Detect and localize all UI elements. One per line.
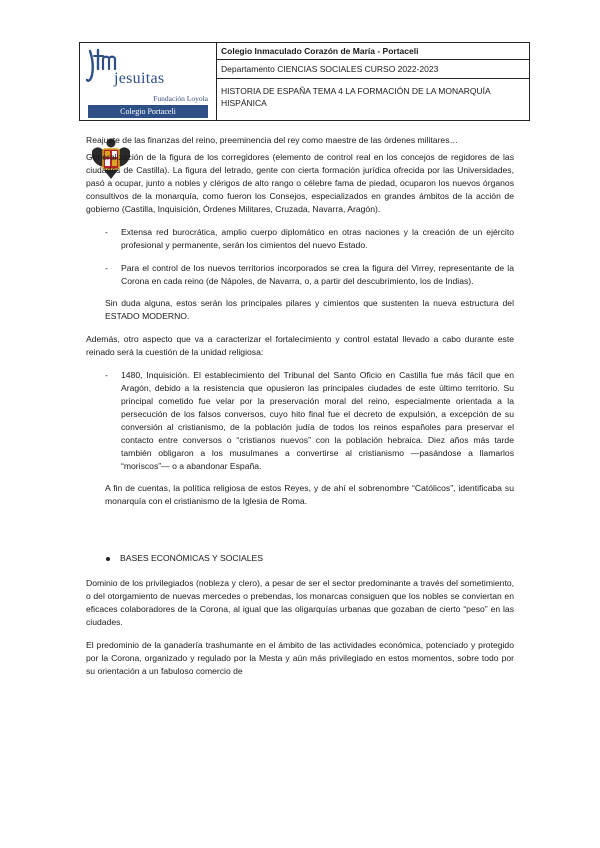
list-item-text: Extensa red burocrática, amplio cuerpo diplomático en otras naciones y la creación de un ejército profesional y permanente, serán los cimientos del nuevo Estado.: [121, 227, 514, 250]
list-item-text: Para el control de los nuevos territorios incorporados se crea la figura del Virrey, representante de la Corona en cada reino (de Nápoles, de Navarra, o, a partir del descubrimiento, los de Indias).: [121, 263, 514, 286]
paragraph-ademas: Además, otro aspecto que va a caracterizar el fortalecimiento y control estatal llevado a cabo durante este reinado será la cuestión de la unidad religiosa:: [86, 334, 514, 357]
paragraph-ganaderia: El predominio de la ganadería trashumante en el ámbito de las actividades económica, potenciado y protegido por la Corona, organizado y regulado por la Mesta y aún más privilegiado en estos momentos, sobre todo por su orientación a un fabuloso comercio de: [86, 640, 514, 676]
list-item-inquisicion: [86, 369, 514, 473]
document-header: [79, 42, 530, 121]
department-line: Departamento CIENCIAS SOCIALES CURSO 2022-2023: [217, 60, 529, 79]
school-name: Colegio Inmaculado Corazón de María - Portaceli: [217, 43, 529, 60]
document-body: [86, 134, 514, 678]
bullet-icon: [106, 557, 110, 561]
list-item-text: 1480, Inquisición. El establecimiento del Tribunal del Santo Oficio en Castilla fue más fácil que en Aragón, debido a la resistencia que opusieron las principales ciudades de este último territorio. Su principal cometido fue velar por la preservación moral del reino, especialmente orientada a la persecución de los falsos conversos, cuyo hito final fue el decreto de expulsión, a excepción de su conversión al cristianismo, de la población judía de todos los reinos españoles para preservar el contacto entre conversos o “cristianos nuevos” con la población hebraica. Diez años más tarde también obligaron a los musulmanes a convertirse al cristianismo —pasándose a llamarlos “moriscos”— o a abandonar España.: [121, 370, 514, 471]
list-item-virrey: [86, 262, 514, 288]
paragraph-sin-duda: Sin duda alguna, estos serán los principales pilares y cimientos que sustenten la nueva estructura del ESTADO MODERNO.: [105, 298, 514, 321]
dash-marker: -: [105, 370, 108, 380]
paragraph-corregidores: Generalización de la figura de los corregidores (elemento de control real en los concejos de regidores de las ciudades de Castilla). La figura del letrado, gente con cierta formación jurídica ofrecida por las Universidades, pasó a ocupar, junto a nobles y clérigos de alto rango o célebre fama de piedad, ocuparon los nuevos órganos consultivos de la monarquía, como fueron los Consejos, especializados en grandes ámbitos de la acción de gobierno (Castilla, Inquisición, Órdenes Militares, Cruzada, Navarra, Aragón).: [86, 152, 514, 214]
dash-marker: -: [105, 227, 108, 237]
school-logo: [80, 43, 217, 120]
section-heading: [86, 552, 514, 565]
header-info: [217, 43, 529, 120]
list-item-burocratica: [86, 226, 514, 252]
subject-line: HISTORIA DE ESPAÑA TEMA 4 LA FORMACIÓN DE LA MONARQUÍA HISPÁNICA: [221, 86, 491, 108]
section-title: BASES ECONÓMICAS Y SOCIALES: [120, 553, 263, 563]
paragraph-reajuste: Reajuste de las finanzas del reino, preeminencia del rey como maestre de las órdenes militares…: [86, 135, 459, 145]
logo-wordmark: jesuitas: [114, 70, 165, 87]
paragraph-dominio: Dominio de los privilegiados (nobleza y clero), a pesar de ser el sector predominante a través del sometimiento, o del otorgamiento de nuevas mercedes o prebendas, los monarcas consiguen que los nobles se conviertan en eficaces colaboradores de la Corona, al igual que las oligarquías urbanas que gozaban de cierto “peso” en las ciudades.: [86, 578, 514, 627]
logo-foundation: Fundación Loyola: [153, 94, 208, 103]
paragraph-a-fin: A fin de cuentas, la política religiosa de estos Reyes, y de ahí el sobrenombre “Católicos”, identificaba su monarquía con el cristianismo de la Iglesia de Roma.: [105, 483, 514, 506]
logo-school-banner: Colegio Portaceli: [88, 105, 208, 118]
dash-marker: -: [105, 263, 108, 273]
